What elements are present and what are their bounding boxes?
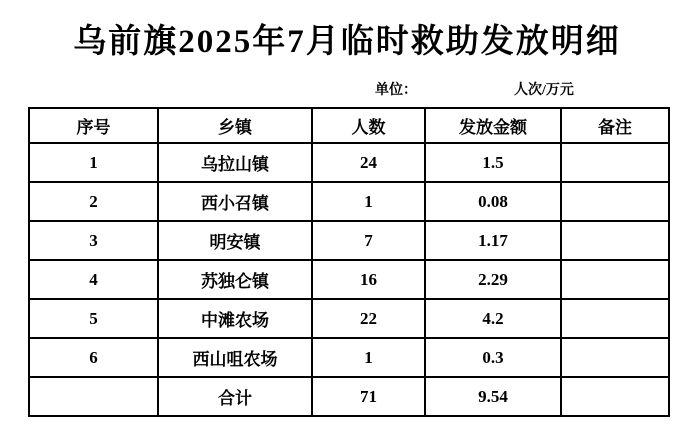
cell-total-label: 合计 <box>158 377 312 416</box>
cell-town: 西小召镇 <box>158 182 312 221</box>
col-header-town: 乡镇 <box>158 108 312 143</box>
cell-town: 明安镇 <box>158 221 312 260</box>
cell-count: 71 <box>312 377 425 416</box>
cell-seq: 3 <box>29 221 158 260</box>
cell-seq: 4 <box>29 260 158 299</box>
cell-note <box>561 377 669 416</box>
cell-count: 22 <box>312 299 425 338</box>
table-row <box>29 143 669 182</box>
cell-amount: 4.2 <box>425 299 561 338</box>
cell-seq: 5 <box>29 299 158 338</box>
table-total-row <box>29 377 669 416</box>
table-header-row <box>29 108 669 143</box>
cell-note <box>561 182 669 221</box>
cell-town: 中滩农场 <box>158 299 312 338</box>
cell-note <box>561 221 669 260</box>
cell-count: 1 <box>312 338 425 377</box>
cell-note <box>561 260 669 299</box>
cell-count: 24 <box>312 143 425 182</box>
col-header-note: 备注 <box>561 108 669 143</box>
unit-line <box>0 79 694 99</box>
cell-count: 1 <box>312 182 425 221</box>
unit-value: 人次/万元 <box>514 83 574 98</box>
table-row <box>29 338 669 377</box>
cell-amount: 1.5 <box>425 143 561 182</box>
cell-seq: 1 <box>29 143 158 182</box>
table-row <box>29 299 669 338</box>
cell-town: 乌拉山镇 <box>158 143 312 182</box>
cell-count: 16 <box>312 260 425 299</box>
col-header-amount: 发放金额 <box>425 108 561 143</box>
table-row <box>29 182 669 221</box>
col-header-seq: 序号 <box>29 108 158 143</box>
cell-amount: 2.29 <box>425 260 561 299</box>
cell-amount: 1.17 <box>425 221 561 260</box>
cell-amount: 0.08 <box>425 182 561 221</box>
cell-note <box>561 338 669 377</box>
assistance-table <box>28 107 670 417</box>
table-row <box>29 221 669 260</box>
col-header-count: 人数 <box>312 108 425 143</box>
table-row <box>29 260 669 299</box>
cell-town: 西山咀农场 <box>158 338 312 377</box>
cell-town: 苏独仑镇 <box>158 260 312 299</box>
cell-count: 7 <box>312 221 425 260</box>
cell-note <box>561 299 669 338</box>
cell-seq <box>29 377 158 416</box>
page-title: 乌前旗2025年7月临时救助发放明细 <box>73 24 621 60</box>
cell-amount: 0.3 <box>425 338 561 377</box>
cell-note <box>561 143 669 182</box>
cell-amount: 9.54 <box>425 377 561 416</box>
unit-label: 单位： <box>375 83 417 98</box>
cell-seq: 6 <box>29 338 158 377</box>
cell-seq: 2 <box>29 182 158 221</box>
